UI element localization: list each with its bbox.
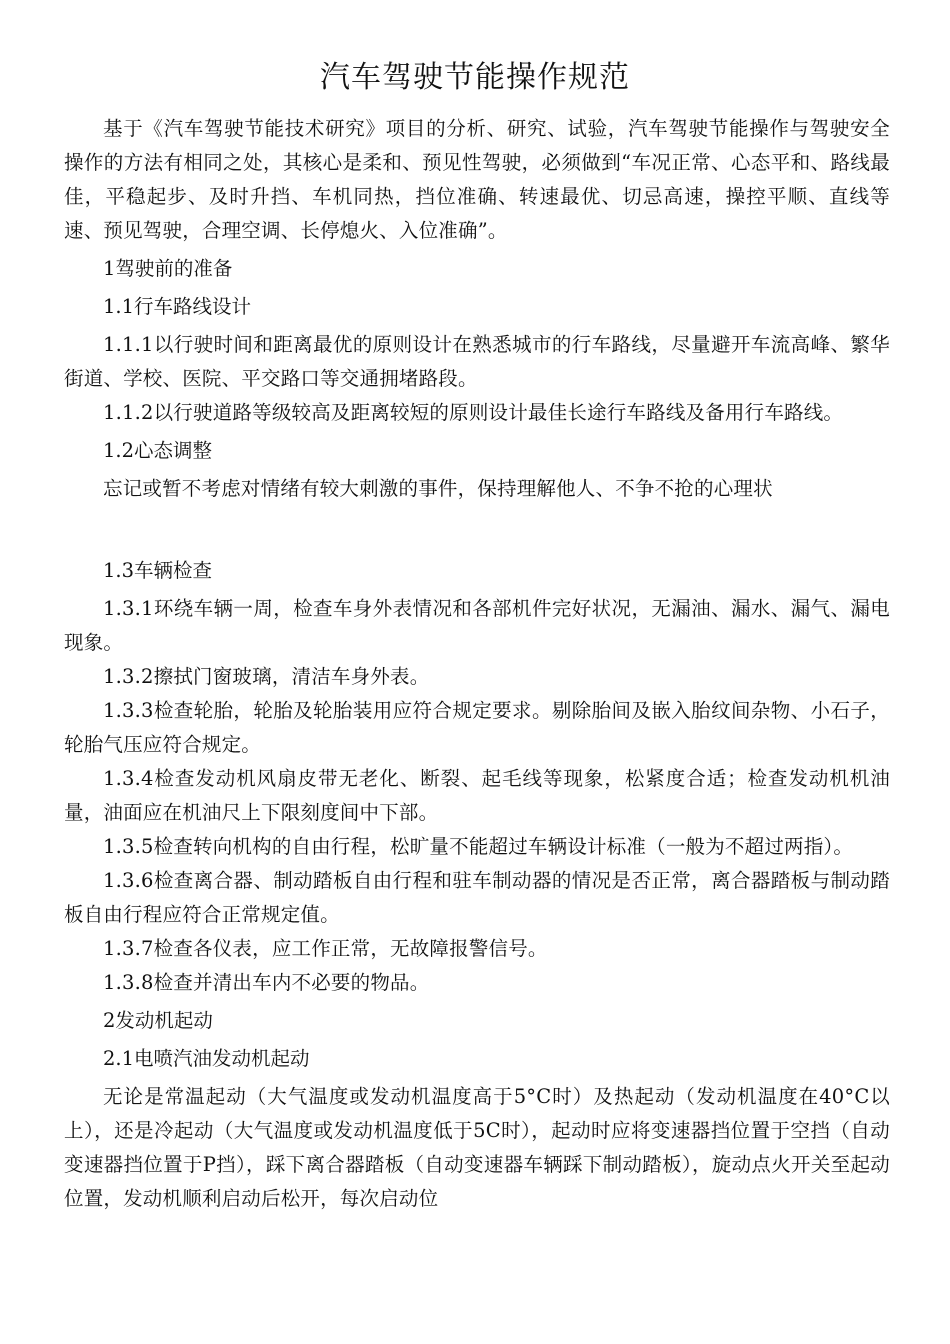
paragraph-1-3-6: 1.3.6检查离合器、制动踏板自由行程和驻车制动器的情况是否正常，离合器踏板与制动踏板自由行程应符合正常规定值。 [64, 869, 890, 926]
paragraph-1-3-2: 1.3.2擦拭门窗玻璃，清洁车身外表。 [103, 665, 430, 688]
section-heading-2: 2发动机起动 [103, 1009, 213, 1032]
paragraph-1-3-7: 1.3.7检查各仪表，应工作正常，无故障报警信号。 [103, 937, 548, 960]
paragraph-1-3-4: 1.3.4检查发动机风扇皮带无老化、断裂、起毛线等现象，松紧度合适；检查发动机机油量，油面应在机油尺上下限刻度间中下部。 [64, 767, 890, 824]
intro-paragraph: 基于《汽车驾驶节能技术研究》项目的分析、研究、试验，汽车驾驶节能操作与驾驶安全操作的方法有相同之处，其核心是柔和、预见性驾驶，必须做到“车况正常、心态平和、路线最佳，平稳起步、及时升挡、车机同热，挡位准确、转速最优、切忌高速，操控平顺、直线等速、预见驾驶，合理空调、长停熄火、入位准确”。 [64, 117, 890, 242]
paragraph-1-2: 忘记或暂不考虑对情绪有较大刺激的事件，保持理解他人、不争不抢的心理状 [103, 477, 773, 500]
blank-gap [64, 506, 890, 550]
section-heading-1: 1驾驶前的准备 [103, 257, 233, 280]
section-heading-2-1: 2.1电喷汽油发动机起动 [103, 1047, 310, 1070]
paragraph-1-3-8: 1.3.8检查并清出车内不必要的物品。 [103, 971, 430, 994]
paragraph-1-3-5: 1.3.5检查转向机构的自由行程，松旷量不能超过车辆设计标准（一般为不超过两指）。 [103, 835, 854, 858]
paragraph-1-3-1: 1.3.1环绕车辆一周，检查车身外表情况和各部机件完好状况，无漏油、漏水、漏气、漏电现象。 [64, 597, 890, 654]
document-title: 汽车驾驶节能操作规范 [320, 60, 630, 95]
section-heading-1-2: 1.2心态调整 [103, 439, 213, 462]
paragraph-1-3-3: 1.3.3检查轮胎，轮胎及轮胎装用应符合规定要求。剔除胎间及嵌入胎纹间杂物、小石子，轮胎气压应符合规定。 [64, 699, 890, 756]
document-body [64, 112, 890, 1216]
paragraph-2-1: 无论是常温起动（大气温度或发动机温度高于5°C时）及热起动（发动机温度在40°C以上），还是冷起动（大气温度或发动机温度低于5C时），起动时应将变速器挡位置于空挡（自动变速器挡位置于P挡），踩下离合器踏板（自动变速器车辆踩下制动踏板），旋动点火开关至起动位置，发动机顺利启动后松开，每次启动位 [64, 1085, 890, 1210]
paragraph-1-1-2: 1.1.2以行驶道路等级较高及距离较短的原则设计最佳长途行车路线及备用行车路线。 [103, 401, 844, 424]
section-heading-1-1: 1.1行车路线设计 [103, 295, 252, 318]
paragraph-1-1-1: 1.1.1以行驶时间和距离最优的原则设计在熟悉城市的行车路线，尽量避开车流高峰、繁华街道、学校、医院、平交路口等交通拥堵路段。 [64, 333, 890, 390]
section-heading-1-3: 1.3车辆检查 [103, 559, 213, 582]
